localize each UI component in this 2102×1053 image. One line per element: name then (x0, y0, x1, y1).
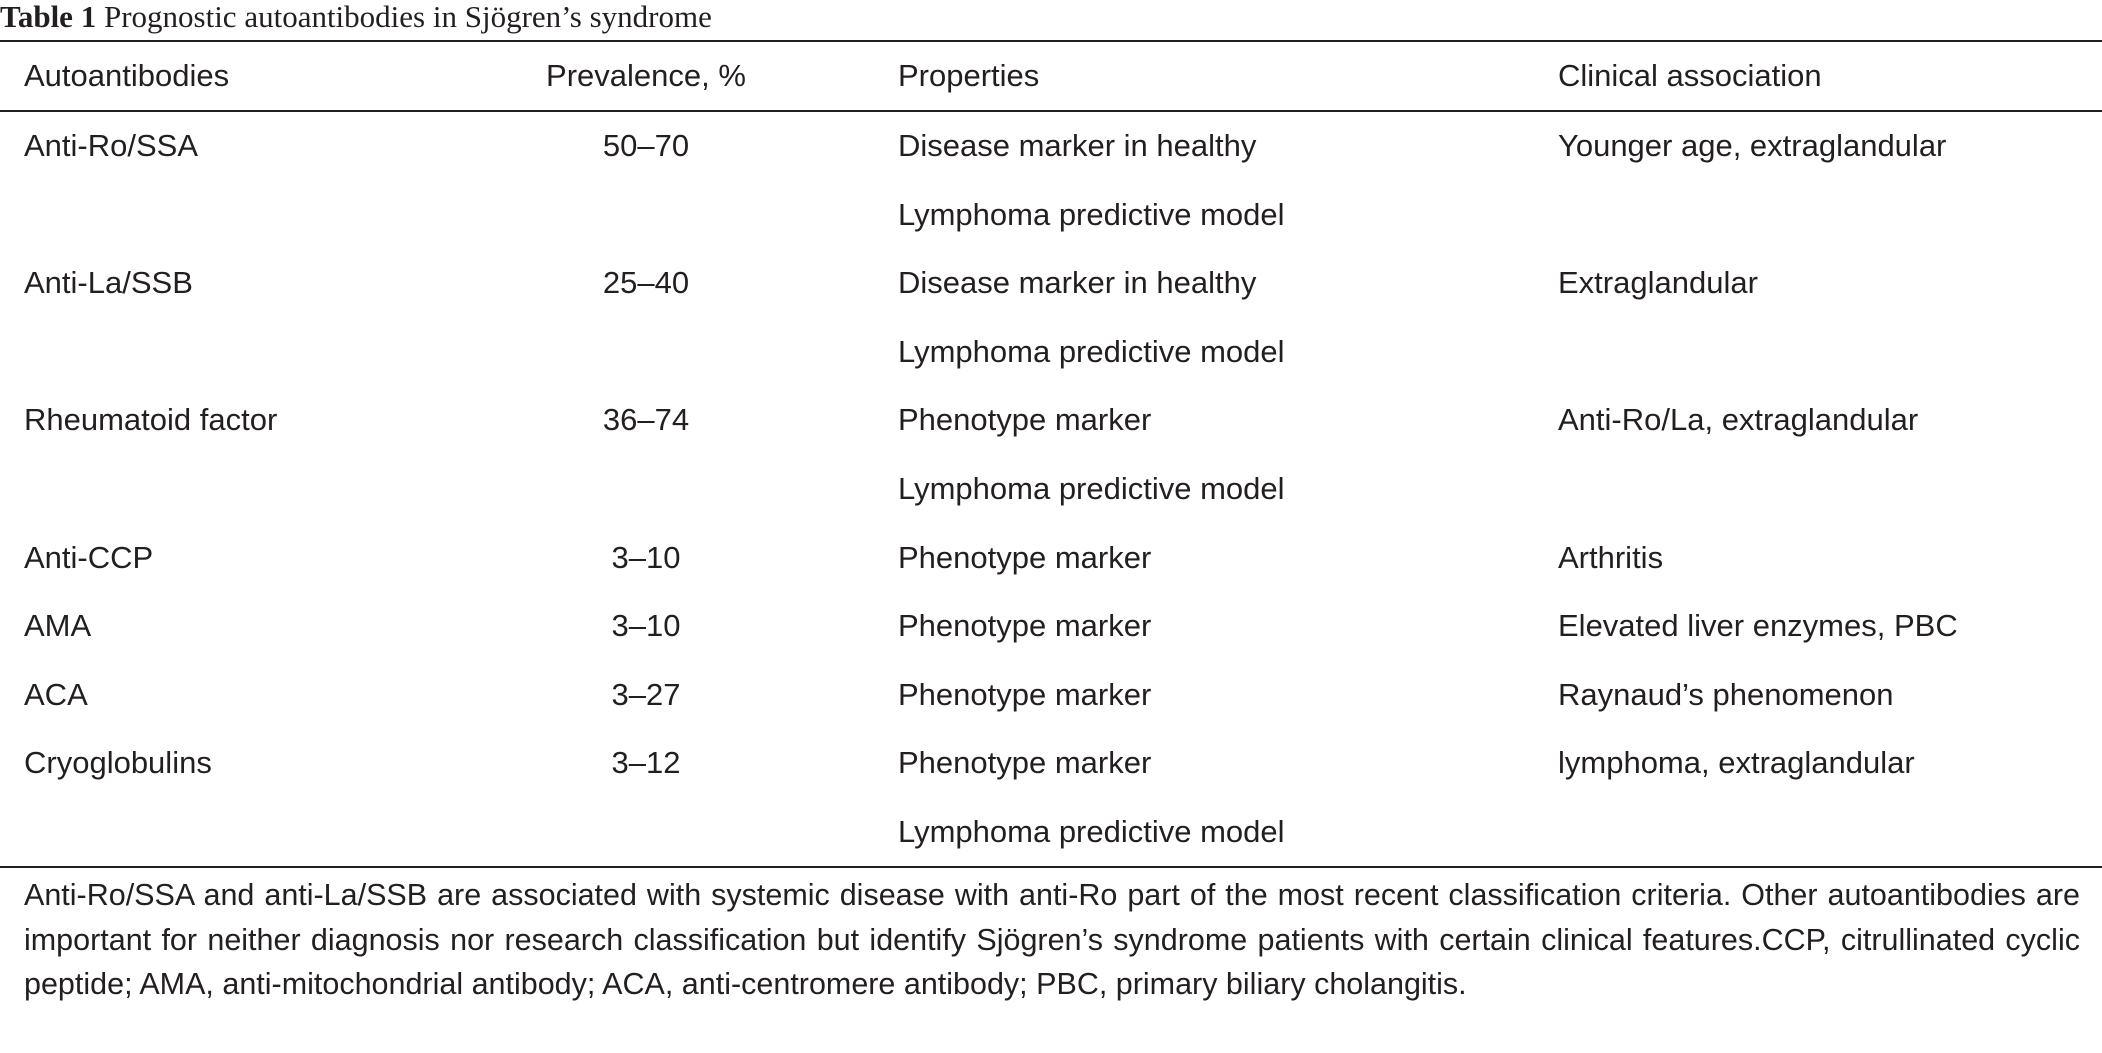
table-caption-title: Prognostic autoantibodies in Sjögren’s syndrome (103, 0, 712, 34)
table-caption (0, 0, 712, 40)
table-row (0, 181, 2102, 250)
cell-prevalence: 3–10 (611, 608, 681, 644)
cell-properties: Phenotype marker (898, 539, 1152, 575)
table-row (0, 798, 2102, 867)
table-bottom-rule (0, 866, 2102, 868)
cell-autoantibody: Rheumatoid factor (24, 402, 278, 438)
cell-autoantibody: Anti-La/SSB (24, 265, 193, 301)
cell-properties: Phenotype marker (898, 402, 1152, 438)
header-autoantibodies: Autoantibodies (24, 58, 230, 93)
table-row (0, 592, 2102, 661)
cell-prevalence: 3–12 (611, 745, 681, 781)
table-row (0, 455, 2102, 524)
cell-properties: Disease marker in healthy (898, 265, 1257, 301)
cell-autoantibody: Anti-CCP (24, 539, 154, 575)
table-row (0, 318, 2102, 387)
cell-clinical-association: Arthritis (1558, 539, 1664, 575)
table-body (0, 112, 2102, 866)
table-header (0, 42, 2102, 110)
cell-clinical-association: Anti-Ro/La, extraglandular (1558, 402, 1919, 438)
cell-prevalence: 3–10 (611, 539, 681, 575)
cell-clinical-association: Raynaud’s phenomenon (1558, 676, 1894, 712)
table-row (0, 386, 2102, 455)
cell-prevalence: 25–40 (602, 265, 690, 301)
table-row (0, 729, 2102, 798)
cell-clinical-association: Younger age, extraglandular (1558, 128, 1947, 163)
table-footnote: Anti-Ro/SSA and anti-La/SSB are associated with systemic disease with anti-Ro part of the most recent classification criteria. Other autoantibodies are important for neither diagnosis nor research classification but identify Sjögren’s syndrome patients with certain clinical features.CCP, citrullinated cyclic peptide; AMA, anti-mitochondrial antibody; ACA, anti-centromere antibody; PBC, primary biliary cholangitis. (24, 878, 2080, 1001)
cell-clinical-association: lymphoma, extraglandular (1558, 745, 1915, 781)
cell-properties: Lymphoma predictive model (898, 471, 1285, 506)
cell-properties: Lymphoma predictive model (898, 333, 1285, 369)
cell-autoantibody: AMA (24, 608, 92, 644)
cell-autoantibody: ACA (24, 676, 88, 712)
cell-properties: Phenotype marker (898, 608, 1152, 644)
table-row (0, 661, 2102, 730)
table-row (0, 249, 2102, 318)
header-properties: Properties (898, 58, 1040, 93)
cell-clinical-association: Elevated liver enzymes, PBC (1558, 608, 1958, 644)
cell-prevalence: 36–74 (602, 402, 690, 438)
cell-prevalence: 50–70 (602, 128, 690, 163)
cell-properties: Phenotype marker (898, 676, 1152, 712)
cell-clinical-association: Extraglandular (1558, 265, 1758, 301)
header-clinical-association: Clinical association (1558, 58, 1822, 93)
cell-prevalence (486, 455, 806, 523)
table-caption-label: Table 1 (0, 0, 97, 34)
header-prevalence: Prevalence, % (546, 58, 746, 93)
table-row (0, 112, 2102, 181)
table-row (0, 524, 2102, 593)
cell-properties: Lymphoma predictive model (898, 814, 1285, 849)
cell-prevalence: 3–27 (611, 676, 681, 712)
cell-properties: Disease marker in healthy (898, 128, 1257, 163)
cell-properties: Phenotype marker (898, 745, 1152, 781)
cell-prevalence (486, 318, 806, 386)
cell-properties: Lymphoma predictive model (898, 196, 1285, 232)
cell-autoantibody: Anti-Ro/SSA (24, 128, 199, 163)
cell-prevalence (486, 798, 806, 866)
cell-prevalence (486, 181, 806, 249)
cell-autoantibody: Cryoglobulins (24, 745, 212, 781)
